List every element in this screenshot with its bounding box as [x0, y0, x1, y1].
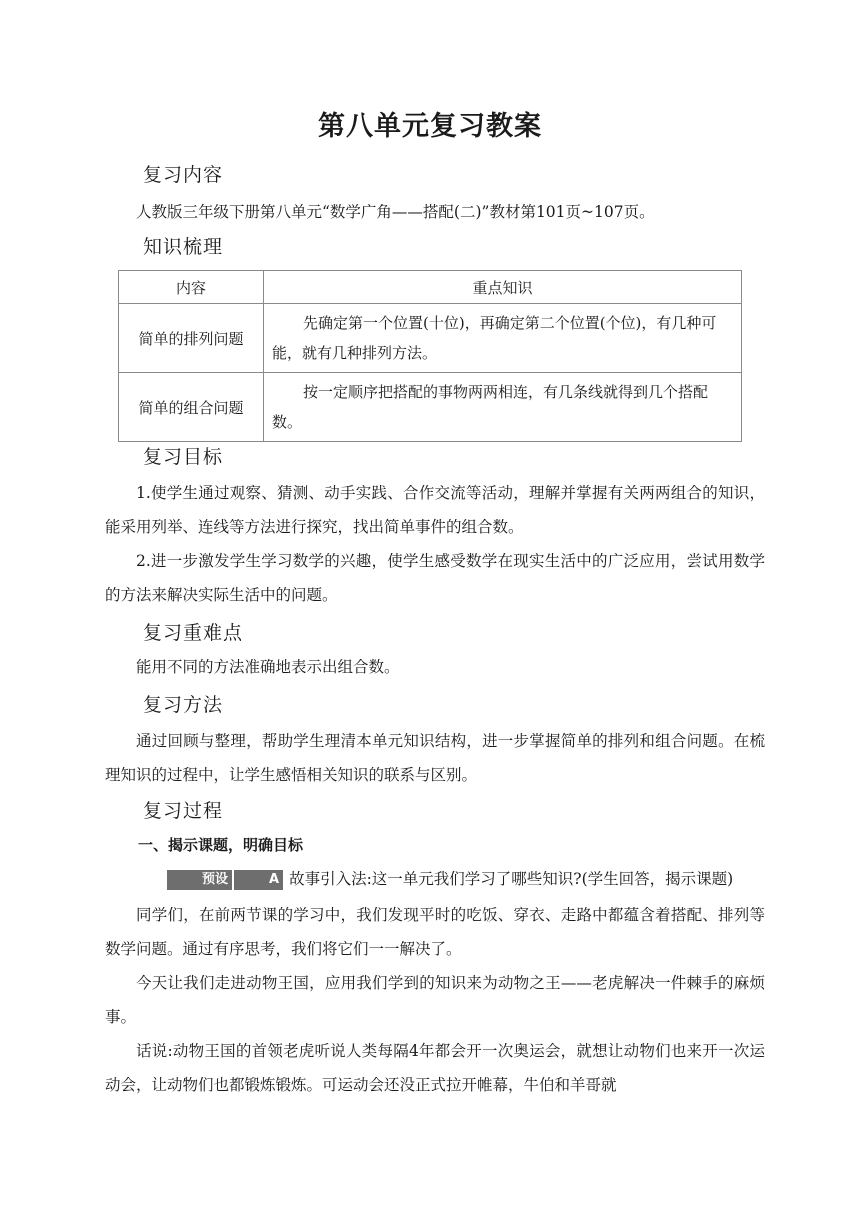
preset-badge	[136, 870, 283, 890]
heading-goals: 复习目标	[143, 446, 224, 468]
heading-knowledge: 知识梳理	[143, 236, 224, 258]
goal-1: 1.使学生通过观察、猜测、动手实践、合作交流等活动，理解并掌握有关两两组合的知识，能采用列举、连线等方法进行探究，找出简单事件的组合数。	[105, 484, 765, 536]
table-row	[119, 373, 742, 442]
paragraph: 同学们，在前两节课的学习中，我们发现平时的吃饭、穿衣、走路中都蕴含着搭配、排列等数学问题。通过有序思考，我们将它们一一解决了。	[105, 906, 765, 958]
intro-text: 故事引入法:这一单元我们学习了哪些知识?(学生回答，揭示课题)	[289, 870, 734, 888]
paragraph: 今天让我们走进动物王国，应用我们学到的知识来为动物之王——老虎解决一件棘手的麻烦事。	[105, 974, 765, 1026]
review-content-text: 人教版三年级下册第八单元“数学广角——搭配(二)”教材第101页~107页。	[136, 203, 655, 221]
intro-line	[105, 862, 765, 896]
table-header-topic: 内容	[119, 271, 264, 304]
heading-difficulty: 复习重难点	[143, 622, 244, 644]
page-title: 第八单元复习教案	[318, 111, 542, 142]
knowledge-table	[118, 270, 742, 442]
heading-review-content: 复习内容	[143, 164, 224, 186]
difficulty-text: 能用不同的方法准确地表示出组合数。	[136, 658, 400, 676]
table-row	[119, 304, 742, 373]
method-text: 通过回顾与整理，帮助学生理清本单元知识结构，进一步掌握简单的排列和组合问题。在梳理知识的过程中，让学生感悟相关知识的联系与区别。	[105, 732, 765, 784]
paragraph: 话说:动物王国的首领老虎听说人类每隔4年都会开一次奥运会，就想让动物们也来开一次运动会，让动物们也都锻炼锻炼。可运动会还没正式拉开帷幕，牛伯和羊哥就	[105, 1042, 765, 1094]
badge-label: 预设	[167, 870, 232, 890]
badge-letter: A	[234, 870, 283, 890]
goal-2: 2.进一步激发学生学习数学的兴趣，使学生感受数学在现实生活中的广泛应用，尝试用数学的方法来解决实际生活中的问题。	[105, 552, 765, 604]
table-cell-text: 按一定顺序把搭配的事物两两相连，有几条线就得到几个搭配数。	[264, 373, 742, 442]
step-1-heading: 一、揭示课题，明确目标	[138, 836, 304, 854]
table-cell-text: 先确定第一个位置(十位)，再确定第二个位置(个位)，有几种可能，就有几种排列方法。	[264, 304, 742, 373]
table-cell-topic: 简单的排列问题	[119, 304, 264, 373]
heading-process: 复习过程	[143, 800, 224, 822]
table-header-row	[119, 271, 742, 304]
heading-method: 复习方法	[143, 694, 224, 716]
table-header-key-points: 重点知识	[264, 271, 742, 304]
table-cell-topic: 简单的组合问题	[119, 373, 264, 442]
